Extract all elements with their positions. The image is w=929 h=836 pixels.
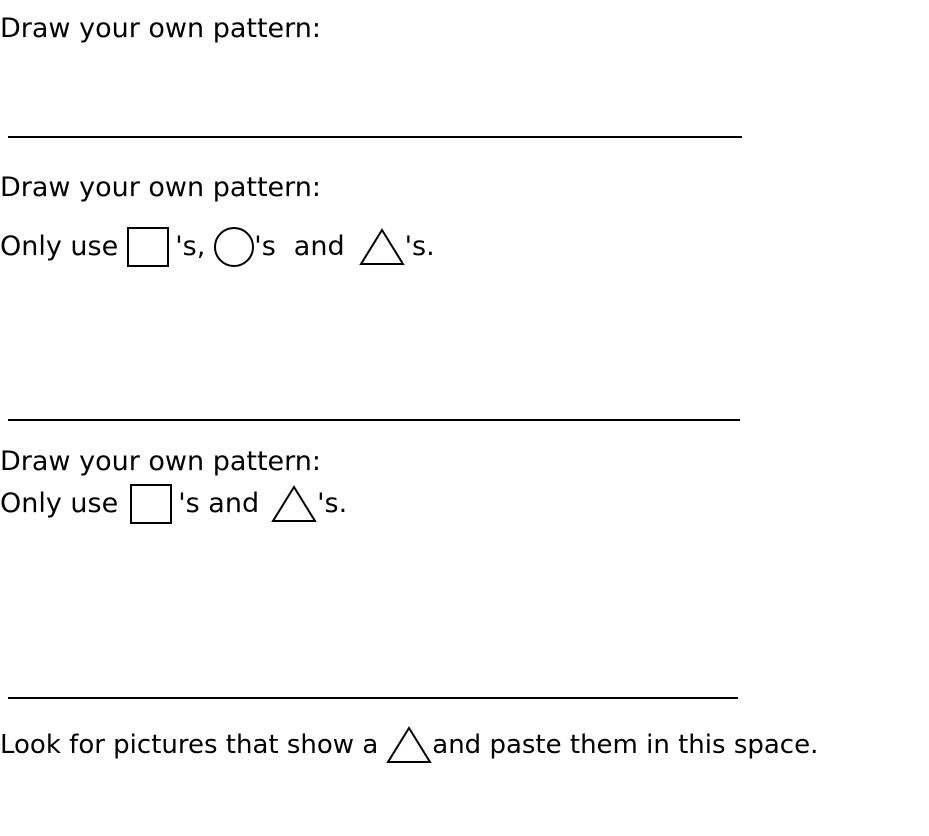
triangle-shape-icon: [386, 726, 432, 764]
section-2-triangle-suffix: 's.: [404, 231, 435, 262]
triangle-shape-icon: [271, 485, 317, 523]
section-3-square-suffix: 's and: [178, 488, 260, 519]
section-3-triangle-suffix: 's.: [317, 488, 348, 519]
section-4-instruction: [0, 726, 818, 764]
section-2-circle-suffix: 's: [254, 231, 276, 262]
section-1-drawing-line: [8, 136, 742, 138]
section-2-heading: [0, 169, 321, 207]
section-1-heading-text: Draw your own pattern:: [0, 13, 321, 44]
section-1-heading: [0, 10, 321, 48]
section-3-heading: [0, 443, 321, 481]
section-3-drawing-line: [8, 697, 738, 699]
section-3-instruction: [0, 485, 347, 523]
section-4-text-before: Look for pictures that show a: [0, 730, 379, 760]
triangle-shape-icon: [359, 228, 405, 266]
section-3-instruction-prefix: Only use: [0, 488, 119, 519]
square-shape-icon: [130, 484, 172, 524]
section-2-instruction-prefix: Only use: [0, 231, 119, 262]
section-2-instruction: [0, 228, 435, 266]
circle-shape-icon: [214, 227, 254, 267]
square-shape-icon: [127, 227, 169, 267]
section-2-and-word: and: [293, 231, 345, 262]
section-2-heading-text: Draw your own pattern:: [0, 172, 321, 203]
section-2-square-suffix: 's,: [175, 231, 206, 262]
section-3-heading-text: Draw your own pattern:: [0, 446, 321, 477]
section-4-text-after: and paste them in this space.: [432, 730, 819, 760]
section-2-drawing-line: [8, 419, 740, 421]
